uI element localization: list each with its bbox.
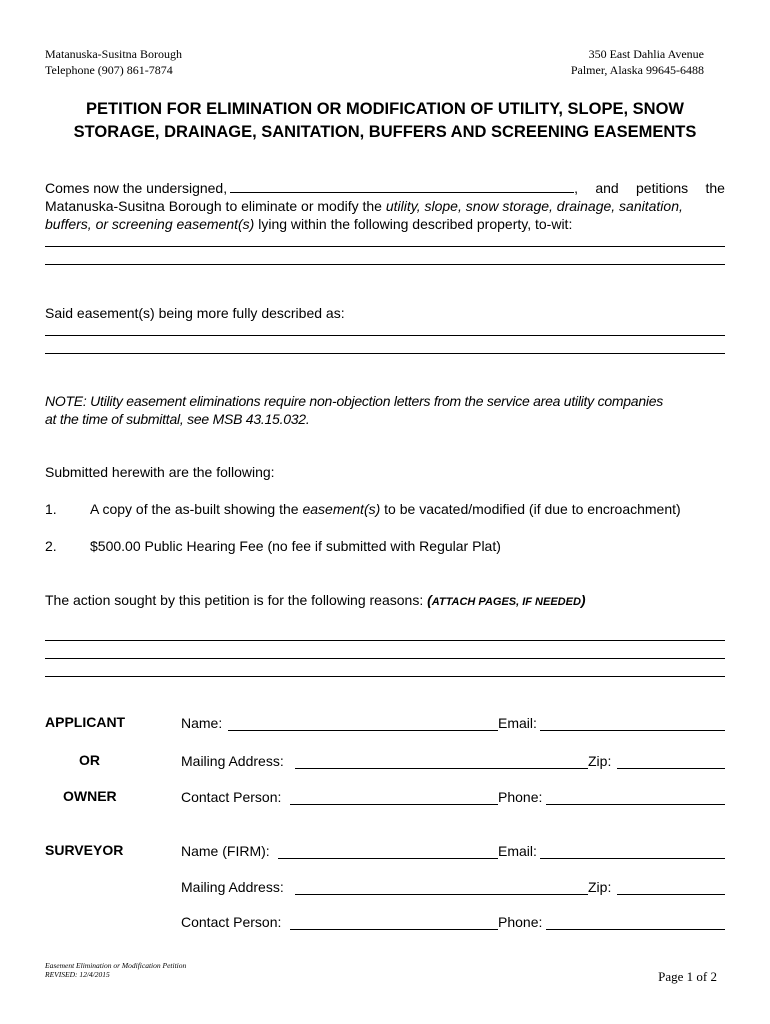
footer-form-name: Easement Elimination or Modification Petition [45,961,187,970]
intro-paragraph: Comes now the undersigned, , and petitions the Matanuska-Susitna Borough to eliminate or modify the utility, slope, snow storage, drainage, sanitation, buffers, or screening easement(s) lying within the following described property, to-wit: [45,180,725,232]
submitted-item-1 [90,500,681,518]
applicant-email-label: Email: [498,715,537,731]
note-line-1: NOTE: Utility easement eliminations require non-objection letters from the service area utility companies [45,393,664,409]
surveyor-zip-label: Zip: [588,879,612,895]
applicant-phone-label: Phone: [498,789,543,805]
easement-types-2: buffers, or screening easement(s) [45,216,255,232]
surveyor-mailing-field[interactable] [295,894,588,895]
described-line-2[interactable] [45,353,725,354]
page-title [40,98,730,144]
applicant-email-field[interactable] [540,730,725,731]
surveyor-name-label: Name (FIRM): [181,843,270,859]
paren-open: ( [427,592,432,608]
surveyor-zip-field[interactable] [617,894,725,895]
borough-street: 350 East Dahlia Avenue [588,47,704,61]
header-left [45,46,182,78]
item-1-text: A copy of the as-built showing the [90,501,299,517]
footer-revised-date: REVISED: 12/4/2015 [45,970,110,979]
applicant-zip-field[interactable] [617,768,725,769]
described-line-1[interactable] [45,335,725,336]
reasons-text: The action sought by this petition is for the following reasons: [45,592,428,608]
surveyor-label: SURVEYOR [45,842,124,858]
applicant-zip-label: Zip: [588,753,612,769]
borough-name: Matanuska-Susitna Borough [45,47,182,61]
item-1-italic: easement(s) [302,501,381,517]
applicant-name-field[interactable] [228,730,498,731]
intro-text-4: lying within the following described property, to-wit: [258,216,573,232]
reasons-line-1[interactable] [45,640,725,641]
utility-note [45,392,735,428]
title-line-2: STORAGE, DRAINAGE, SANITATION, BUFFERS AND SCREENING EASEMENTS [73,123,697,141]
applicant-contact-field[interactable] [290,804,498,805]
described-label: Said easement(s) being more fully described as: [45,305,345,321]
owner-label: OWNER [63,788,117,804]
property-line-1[interactable] [45,246,725,247]
borough-telephone: Telephone (907) 861-7874 [45,63,173,77]
paren-close: ) [580,592,586,608]
submitted-label: Submitted herewith are the following: [45,464,275,480]
footer-form-info [45,961,186,979]
reasons-line-2[interactable] [45,658,725,659]
property-line-2[interactable] [45,264,725,265]
intro-text-1: Comes now the undersigned, [45,180,228,196]
applicant-mailing-label: Mailing Address: [181,753,284,769]
page-number: Page 1 of 2 [658,969,717,984]
applicant-phone-field[interactable] [546,804,725,805]
note-line-2: at the time of submittal, see MSB 43.15.032. [45,411,310,427]
header-right [571,46,704,78]
surveyor-contact-label: Contact Person: [181,914,282,930]
borough-city: Palmer, Alaska 99645-6488 [570,63,704,77]
applicant-mailing-field[interactable] [295,768,588,769]
applicant-contact-label: Contact Person: [181,789,282,805]
surveyor-phone-field[interactable] [546,929,725,930]
surveyor-email-field[interactable] [540,858,725,859]
submitted-item-num-1: 1. [45,501,57,517]
or-label: OR [79,752,100,768]
surveyor-contact-field[interactable] [290,929,498,930]
surveyor-name-field[interactable] [278,858,498,859]
surveyor-mailing-label: Mailing Address: [181,879,284,895]
applicant-label: APPLICANT [45,714,126,730]
intro-text-3: Matanuska-Susitna Borough to eliminate or modify the [45,198,382,214]
applicant-name-label: Name: [181,715,223,731]
item-1-text-after: to be vacated/modified (if due to encroachment) [384,501,681,517]
undersigned-blank[interactable] [230,178,574,193]
surveyor-phone-label: Phone: [498,914,543,930]
submitted-item-2: $500.00 Public Hearing Fee (no fee if submitted with Regular Plat) [90,538,501,554]
reasons-label [45,591,586,611]
submitted-item-num-2: 2. [45,538,57,554]
reasons-line-3[interactable] [45,676,725,677]
easement-types: utility, slope, snow storage, drainage, sanitation, [385,198,683,214]
title-line-1: PETITION FOR ELIMINATION OR MODIFICATION OF UTILITY, SLOPE, SNOW [86,100,684,118]
attach-pages-note: ATTACH PAGES, IF NEEDED [431,596,581,608]
surveyor-email-label: Email: [498,843,537,859]
